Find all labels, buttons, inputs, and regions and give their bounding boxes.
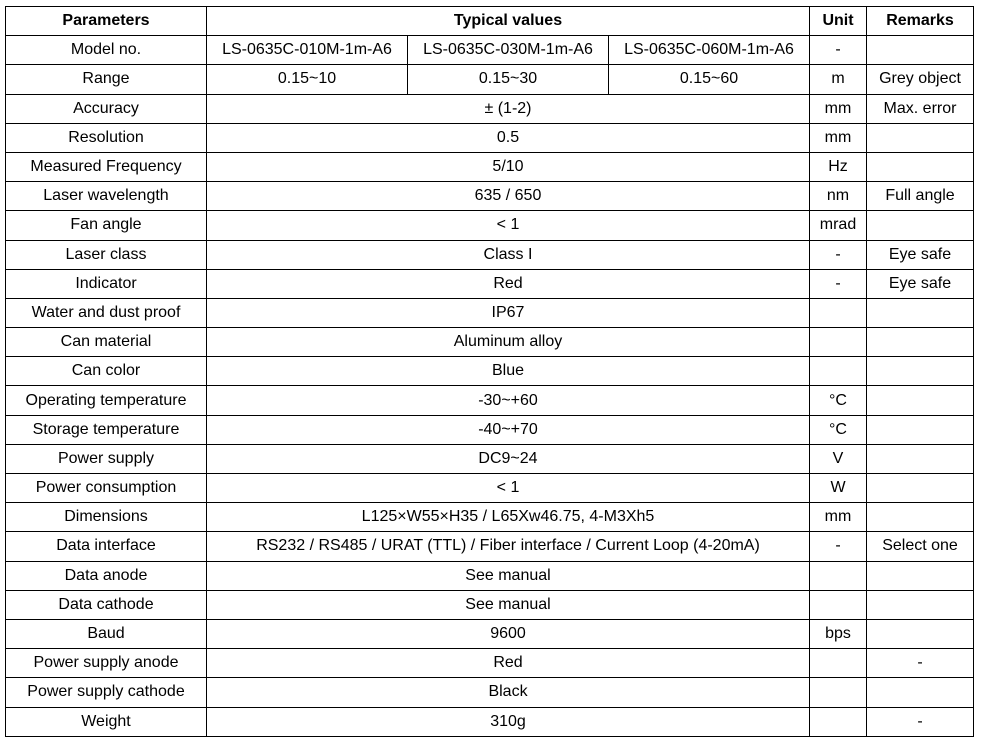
table-row xyxy=(6,474,974,503)
value-cell: LS-0635C-060M-1m-A6 xyxy=(609,36,810,65)
table-row xyxy=(6,532,974,561)
remarks-cell xyxy=(867,415,974,444)
parameter-cell: Laser class xyxy=(6,240,207,269)
remarks-cell xyxy=(867,678,974,707)
remarks-cell xyxy=(867,590,974,619)
unit-cell xyxy=(810,678,867,707)
header-typical-values: Typical values xyxy=(207,7,810,36)
table-row xyxy=(6,707,974,736)
unit-cell: °C xyxy=(810,415,867,444)
parameter-cell: Power consumption xyxy=(6,474,207,503)
remarks-cell: Eye safe xyxy=(867,269,974,298)
value-cell: Red xyxy=(207,269,810,298)
value-cell: LS-0635C-030M-1m-A6 xyxy=(408,36,609,65)
parameter-cell: Power supply cathode xyxy=(6,678,207,707)
remarks-cell: Grey object xyxy=(867,65,974,94)
unit-cell xyxy=(810,357,867,386)
unit-cell xyxy=(810,590,867,619)
table-row xyxy=(6,590,974,619)
unit-cell: Hz xyxy=(810,152,867,181)
remarks-cell xyxy=(867,503,974,532)
parameter-cell: Operating temperature xyxy=(6,386,207,415)
parameter-cell: Can color xyxy=(6,357,207,386)
value-cell: 0.5 xyxy=(207,123,810,152)
value-cell: 0.15~30 xyxy=(408,65,609,94)
table-row xyxy=(6,619,974,648)
parameter-cell: Water and dust proof xyxy=(6,298,207,327)
unit-cell: - xyxy=(810,36,867,65)
unit-cell xyxy=(810,561,867,590)
table-row xyxy=(6,152,974,181)
unit-cell: V xyxy=(810,444,867,473)
value-cell: LS-0635C-010M-1m-A6 xyxy=(207,36,408,65)
table-row xyxy=(6,211,974,240)
unit-cell xyxy=(810,649,867,678)
remarks-cell xyxy=(867,561,974,590)
unit-cell: - xyxy=(810,532,867,561)
table-row xyxy=(6,415,974,444)
header-remarks: Remarks xyxy=(867,7,974,36)
value-cell: L125×W55×H35 / L65Xw46.75, 4-M3Xh5 xyxy=(207,503,810,532)
table-row xyxy=(6,36,974,65)
table-row xyxy=(6,298,974,327)
table-row xyxy=(6,269,974,298)
value-cell: 635 / 650 xyxy=(207,182,810,211)
parameter-cell: Accuracy xyxy=(6,94,207,123)
unit-cell: - xyxy=(810,240,867,269)
parameter-cell: Can material xyxy=(6,328,207,357)
value-cell: See manual xyxy=(207,590,810,619)
unit-cell: mm xyxy=(810,123,867,152)
parameter-cell: Baud xyxy=(6,619,207,648)
header-row xyxy=(6,7,974,36)
table-row xyxy=(6,678,974,707)
unit-cell: mm xyxy=(810,94,867,123)
remarks-cell: - xyxy=(867,649,974,678)
unit-cell: °C xyxy=(810,386,867,415)
table-row xyxy=(6,328,974,357)
value-cell: ± (1-2) xyxy=(207,94,810,123)
parameter-cell: Data interface xyxy=(6,532,207,561)
remarks-cell xyxy=(867,211,974,240)
unit-cell: nm xyxy=(810,182,867,211)
remarks-cell: Full angle xyxy=(867,182,974,211)
parameter-cell: Weight xyxy=(6,707,207,736)
table-row xyxy=(6,182,974,211)
remarks-cell xyxy=(867,123,974,152)
value-cell: 9600 xyxy=(207,619,810,648)
value-cell: Black xyxy=(207,678,810,707)
parameter-cell: Power supply anode xyxy=(6,649,207,678)
table-row xyxy=(6,561,974,590)
remarks-cell xyxy=(867,298,974,327)
unit-cell xyxy=(810,328,867,357)
value-cell: Class I xyxy=(207,240,810,269)
table-row xyxy=(6,444,974,473)
remarks-cell xyxy=(867,474,974,503)
remarks-cell xyxy=(867,386,974,415)
remarks-cell xyxy=(867,619,974,648)
unit-cell: m xyxy=(810,65,867,94)
value-cell: < 1 xyxy=(207,474,810,503)
value-cell: 0.15~10 xyxy=(207,65,408,94)
value-cell: IP67 xyxy=(207,298,810,327)
unit-cell: - xyxy=(810,269,867,298)
table-row xyxy=(6,386,974,415)
remarks-cell: - xyxy=(867,707,974,736)
parameter-cell: Dimensions xyxy=(6,503,207,532)
unit-cell: bps xyxy=(810,619,867,648)
parameter-cell: Data anode xyxy=(6,561,207,590)
table-row xyxy=(6,240,974,269)
parameter-cell: Fan angle xyxy=(6,211,207,240)
parameter-cell: Model no. xyxy=(6,36,207,65)
unit-cell xyxy=(810,298,867,327)
unit-cell: W xyxy=(810,474,867,503)
remarks-cell: Eye safe xyxy=(867,240,974,269)
value-cell: 310g xyxy=(207,707,810,736)
remarks-cell xyxy=(867,328,974,357)
parameter-cell: Power supply xyxy=(6,444,207,473)
value-cell: 5/10 xyxy=(207,152,810,181)
table-row xyxy=(6,357,974,386)
parameter-cell: Measured Frequency xyxy=(6,152,207,181)
unit-cell: mm xyxy=(810,503,867,532)
value-cell: See manual xyxy=(207,561,810,590)
parameter-cell: Data cathode xyxy=(6,590,207,619)
table-row xyxy=(6,94,974,123)
parameter-cell: Range xyxy=(6,65,207,94)
value-cell: 0.15~60 xyxy=(609,65,810,94)
value-cell: -30~+60 xyxy=(207,386,810,415)
table-row xyxy=(6,503,974,532)
unit-cell: mrad xyxy=(810,211,867,240)
remarks-cell xyxy=(867,36,974,65)
value-cell: DC9~24 xyxy=(207,444,810,473)
remarks-cell xyxy=(867,152,974,181)
header-parameters: Parameters xyxy=(6,7,207,36)
remarks-cell xyxy=(867,357,974,386)
table-row xyxy=(6,649,974,678)
table-row xyxy=(6,123,974,152)
unit-cell xyxy=(810,707,867,736)
value-cell: Red xyxy=(207,649,810,678)
specifications-table xyxy=(5,6,974,737)
value-cell: Aluminum alloy xyxy=(207,328,810,357)
value-cell: Blue xyxy=(207,357,810,386)
value-cell: < 1 xyxy=(207,211,810,240)
remarks-cell xyxy=(867,444,974,473)
header-unit: Unit xyxy=(810,7,867,36)
table-row xyxy=(6,65,974,94)
value-cell: RS232 / RS485 / URAT (TTL) / Fiber interface / Current Loop (4-20mA) xyxy=(207,532,810,561)
parameter-cell: Storage temperature xyxy=(6,415,207,444)
remarks-cell: Select one xyxy=(867,532,974,561)
parameter-cell: Resolution xyxy=(6,123,207,152)
parameter-cell: Laser wavelength xyxy=(6,182,207,211)
value-cell: -40~+70 xyxy=(207,415,810,444)
remarks-cell: Max. error xyxy=(867,94,974,123)
parameter-cell: Indicator xyxy=(6,269,207,298)
